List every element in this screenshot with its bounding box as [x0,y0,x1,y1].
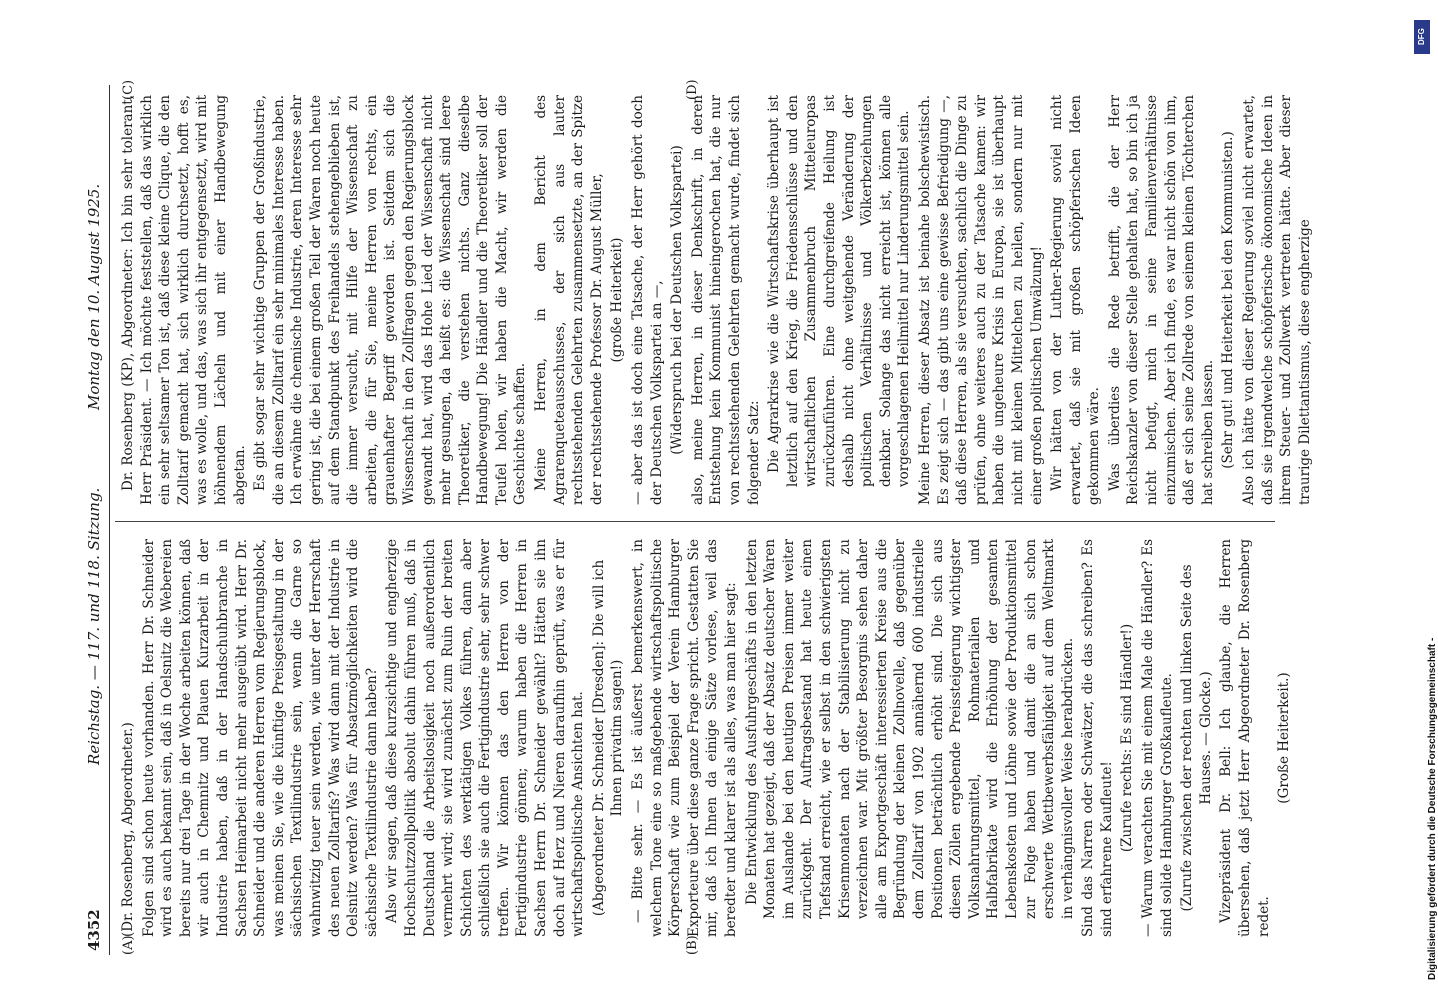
paragraph: (Zurufe rechts: Es sind Händler!) [1119,623,1136,853]
paragraph: (große Heiterkeit) [609,237,626,363]
paragraph: — aber das ist doch eine Tatsache, der Herr gehört doch der Deutschen Volkspartei an —, [630,95,665,505]
paragraph: (Große Heiterkeit.) [1276,672,1293,804]
margin-marker-d: (D) [685,79,700,100]
session-title: Reichstag. — 117. und 118. Sitzung. [85,487,103,765]
page-header [83,85,110,955]
paragraph: Die Entwicklung des Ausfuhrgeschäfts in den letzten Monaten hat gezeigt, daß der Absatz deutscher Waren im Auslande bei den heutigen Preisen immer weiter zurückgeht. Der Auftragsbestand hat heute einen Tiefstand erreicht, wie er selbst in den schwierigsten Krisenmonaten nach der Stabilisierung nicht zu verzeichnen war. Mit größter Besorgnis sehen daher alle am Exportgeschäft interessierten Kreise aus die Begründung der kleinen Zollnovelle, daß gegenüber dem Zolltarif von 1902 annähernd 600 industrielle Positionen beträchtlich erhöht sind. Die sich aus diesen Zöllen ergebende Preissteigerung wichtigster Volksnahrungsmittel, Rohmaterialien und Halbfabrikate wird die Erhöhung der gesamten Lebenskosten und Löhne sowie der Produktionsmittel zur Folge haben und damit die an sich schon erschwerte Wettbewerbsfähigkeit auf dem Weltmarkt in verhängnisvoller Weise herabdrücken. [743,539,1076,919]
document-page [75,79,1385,955]
paragraph: Also ich hätte von dieser Regierung soviel nicht erwartet, daß sie irgendwelche schöpferische ökonomische Ideen in ihrem Steuer- und Zollwerk vertreten hätte. Aber dieser traurige Dilettantismus, diese engherzige [1241,95,1313,505]
dfg-logo: DFG [1414,20,1430,54]
paragraph: Die Agrarkrise wie die Wirtschaftskrise überhaupt ist letztlich auf den Krieg, die Friedensschlüsse und den wirtschaftlichen Zusammenbruch Mitteleuropas zurückzuführen. Eine durchgreifende Heilung ist deshalb nicht ohne weitgehende Veränderung der politischen Verhältnisse und Völkerbeziehungen denkbar. Solange das nicht erreicht ist, können alle vorgeschlagenen Heilmittel nur Linderungsmittel sein. [766,95,913,487]
paragraph: Also wir sagen, daß diese kurzsichtige und engherzige Hochschutzzollpolitik absolut dahin führen muß, daß in Deutschland die Arbeitslosigkeit noch außerordentlich vermehrt wird; sie wird zunächst zum Ruin der breiten Schichten des werktätigen Volkes führen, dann aber schließlich sie auch die Fertigindustrie sehr, sehr schwer treffen. Wir können das den Herren von der Fertigindustrie gönnen; warum haben die Herren in Sachsen Herrn Dr. Schneider gewählt? Hätten sie ihn doch auf Herz und Nieren daraufhin geprüft, was er für wirtschaftspolitische Ansichten hat. [384,539,587,937]
session-date: Montag den 10. August 1925. [85,183,103,410]
paragraph: also, meine Herren, in dieser Denkschrift, in deren Entstehung kein Kommunist hineingerochen hat, die nur von rechtsstehenden Gelehrten gemacht wurde, findet sich folgender Satz: [689,95,762,505]
column-divider [115,521,1275,522]
side-credit [1412,20,1438,980]
margin-marker-a: (A) [121,935,136,955]
paragraph: Meine Herren, dieser Absatz ist beinahe bolschewistisch. Es zeigt sich — das gibt uns eine gewisse Befriedigung —, daß diese Herren, als sie versuchten, sachlich die Dinge zu prüfen, ohne weiteres auch zu der Tatsache kamen: wir haben die ungeheure Krisis in Europa, sie ist überhaupt nicht mit kleinen Mittelchen zu heilen, sondern nur mit einer großen politischen Umwälzung! [916,95,1045,505]
paragraph: (Dr. Rosenberg, Abgeordneter.) [120,722,136,937]
page-number: 4352 [85,909,103,951]
paragraph: Meine Herren, in dem Bericht des Agrarenqueteausschusses, der sich aus lauter rechtsstehenden Gelehrten zusammensetzte, an der Spitze der rechtsstehende Professor Dr. August Müller, [533,95,605,505]
paragraph: Wir hätten von der Luther-Regierung soviel nicht erwartet, daß sie mit großen schöpferischen Ideen gekommen wäre. [1049,95,1103,505]
paragraph: Es gibt sogar sehr wichtige Gruppen der Großindustrie, die an diesem Zolltarif ein sehr minimales Interesse haben. Ich erwähne die chemische Industrie, deren Interesse sehr gering ist, die bei einem großen Teil der Waren noch heute auf dem Standpunkt des Freihandels stehengeblieben ist, die immer versucht, mit Hilfe der Wissenschaft zu arbeiten, die für Sie, meine Herren von rechts, ein grauenhafter Begriff geworden ist. Seitdem sich die Wissenschaft in den Zollfragen gegen den Regierungsblock gewandt hat, wird das Hohe Lied der Wissenschaft nicht mehr gesungen, da heißt es: die Wissenschaft sind leere Theoretiker, die verstehen nichts. Ganz dieselbe Handbewegung! Die Händler und die Theoretiker soll der Teufel holen, wir haben die Macht, wir werden die Geschichte schaffen. [252,95,529,505]
margin-marker-b: (B) [685,935,700,955]
paragraph: — Bitte sehr. — Es ist äußerst bemerkenswert, in welchem Tone eine so maßgebende wirtschaftspolitische Körperschaft wie zum Beispiel der Verein Hamburger Exporteure über diese ganze Frage spricht. Gestatten Sie mir, daß ich Ihnen da einige Sätze vorlese, weil das beredter und klarer ist als alles, was man hier sagt: [630,539,739,937]
paragraph: Sind das Narren oder Schwätzer, die das schreiben? Es sind erfahrene Kaufleute! [1080,539,1115,937]
right-column [119,95,1313,505]
paragraph: Folgen sind schon heute vorhanden. Herr Dr. Schneider wird es auch bekannt sein, daß in Oelsnitz die Webereien bereits nur drei Tage in der Woche arbeiten können, daß wir auch in Chemnitz und Plauen Kurzarbeit in der Industrie haben, daß in der Handschuhbranche in Sachsen Heimarbeit nicht mehr ausgeübt wird. Herr Dr. Schneider und die anderen Herren vom Regierungsblock, was meinen Sie, wie die künftige Preisgestaltung in der sächsischen Textilindustrie sein, wenn die Garne so wahnwitzig teuer sein werden, wie unter der Herrschaft des neuen Zolltarifs? Was wird dann mit der Industrie in Oelsnitz werden? Was für Absatzmöglichkeiten wird die sächsische Textilindustrie dann haben? [140,539,380,937]
margin-marker-c: (C) [121,79,136,100]
paragraph: Was überdies die Rede betrifft, die der Herr Reichskanzler von dieser Stelle gehalten hat, so bin ich ja nicht befugt, mich in seine Familienverhältnisse einzumischen. Aber ich finde, es war nicht schön von ihm, daß er sich seine Zollrede von seinem kleinen Töchterchen hat schreiben lassen. [1106,95,1216,505]
digitization-note: Digitalisierung gefördert durch die Deutsche Forschungsgemeinschaft - [1427,637,1438,980]
paragraph: (Zurufe zwischen der rechten und linken Seite des Hauses. — Glocke.) [1179,564,1214,912]
paragraph: Dr. Rosenberg (KP), Abgeordneter: Ich bin sehr tolerant, Herr Präsident. — Ich möchte feststellen, daß das wirklich ein sehr seltsamer Ton ist, daß diese kleine Clique, die den Zolltarif gemacht hat, sich wirklich durchsetzt, hofft es, was es wolle, und das, was sich ihr entgegensetzt, wird mit höhnendem Lächeln und mit einer Handbewegung abgetan. [120,95,248,505]
paragraph: — Warum verachten Sie mit einem Male die Händler? Es sind solide Hamburger Großkaufleute. [1140,539,1175,937]
paragraph: (Widerspruch bei der Deutschen Volkspartei) [669,145,686,455]
left-column [119,539,1293,937]
paragraph: (Abgeordneter Dr. Schneider [Dresden]: Die will ich Ihnen privatim sagen!) [590,559,626,917]
paragraph: (Sehr gut! und Heiterkeit bei den Kommunisten.) [1220,131,1237,469]
paragraph: Vizepräsident Dr. Bell: Ich glaube, die Herren übersehen, daß jetzt Herr Abgeordneter Dr. Rosenberg redet. [1218,539,1272,937]
